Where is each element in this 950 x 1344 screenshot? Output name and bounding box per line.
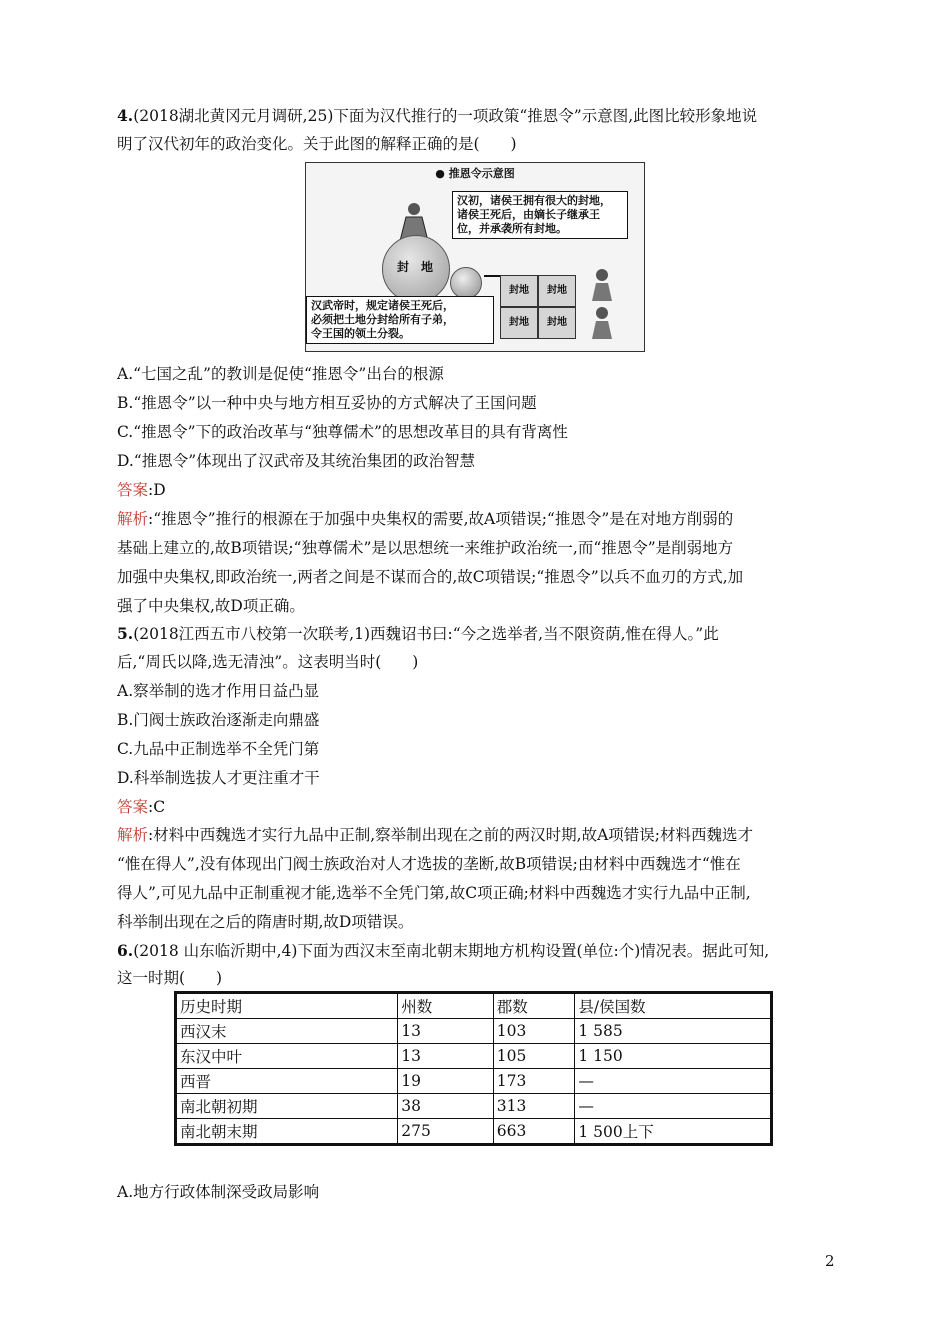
q6-stem-text1: (2018 山东临沂期中,4)下面为西汉末至南北朝末期地方机构设置(单位:个)情况表。据此可知,: [133, 942, 770, 960]
q4-analysis-line3: 加强中央集权,即政治统一,两者之间是不谋而合的,故C项错误;“推恩令”以兵不血刃的方式,加: [117, 568, 744, 586]
q4-analysis-line2: 基础上建立的,故B项错误;“独尊儒术”是以思想统一来维护政治统一,而“推恩令”是削弱地方: [117, 539, 734, 557]
caption-line: 位，并承袭所有封地。: [457, 222, 567, 235]
table-cell: 东汉中叶: [176, 1044, 398, 1069]
fief-char: 封: [397, 260, 410, 274]
table-row: [176, 1044, 772, 1069]
figure-title: ● 推恩令示意图: [435, 167, 515, 180]
q4-stem-line1: [117, 106, 757, 126]
answer-value: :D: [148, 481, 166, 499]
table-header: 郡数: [493, 993, 575, 1019]
q5-option-b: B.门阀士族政治逐渐走向鼎盛: [117, 711, 320, 729]
q4-analysis-line1: [117, 509, 733, 529]
table-cell: 南北朝末期: [176, 1119, 398, 1145]
q4-stem-line2: 明了汉代初年的政治变化。关于此图的解释正确的是( ): [117, 135, 517, 153]
fief-quadrant: 封地: [500, 307, 538, 339]
q5-option-a: A.察举制的选才作用日益凸显: [117, 682, 320, 700]
analysis-text: :材料中西魏选才实行九品中正制,察举制出现在之前的两汉时期,故A项错误;材料西魏选才: [148, 826, 754, 844]
table-cell: 38: [398, 1094, 493, 1119]
fief-char: 地: [421, 260, 434, 274]
q4-number: 4.: [117, 106, 134, 125]
large-fief-circle: [382, 235, 450, 303]
q5-analysis-line4: 科举制出现在之后的隋唐时期,故D项错误。: [117, 913, 414, 931]
caption-line: 令王国的领土分裂。: [311, 327, 410, 340]
table-cell: —: [575, 1069, 772, 1094]
table-header: 历史时期: [176, 993, 398, 1019]
table-cell: 313: [493, 1094, 575, 1119]
caption-line: 诸侯王死后，由嫡长子继承王: [457, 208, 600, 221]
q4-answer: [117, 480, 166, 500]
q4-option-c: C.“推恩令”下的政治改革与“独尊儒术”的思想改革目的具有背离性: [117, 423, 568, 441]
table-cell: 275: [398, 1119, 493, 1145]
q5-analysis-line2: “惟在得人”,没有体现出门阀士族政治对人才选拔的垄断,故B项错误;由材料中西魏选才“惟在: [117, 855, 741, 873]
small-ball-icon: [450, 267, 482, 299]
page-number: 2: [825, 1252, 835, 1270]
table-cell: 105: [493, 1044, 575, 1069]
table-header: 州数: [398, 993, 493, 1019]
q5-stem-line1: [117, 624, 719, 644]
caption-line: 汉初，诸侯王拥有很大的封地，: [457, 194, 611, 207]
answer-label: 答案: [117, 798, 149, 816]
table-header: 县/侯国数: [575, 993, 772, 1019]
q5-number: 5.: [117, 624, 134, 643]
sons-figures-icon: [582, 267, 622, 343]
table-cell: 13: [398, 1044, 493, 1069]
q6-number: 6.: [117, 941, 134, 960]
table-cell: 南北朝初期: [176, 1094, 398, 1119]
q6-option-a: A.地方行政体制深受政局影响: [117, 1183, 320, 1201]
q5-stem-line2: 后,“周氏以降,选无清浊”。这表明当时( ): [117, 653, 419, 671]
table-row: [176, 1069, 772, 1094]
table-cell: 1 585: [575, 1019, 772, 1044]
figure-caption-wudi: [306, 296, 494, 344]
table-cell: —: [575, 1094, 772, 1119]
tuienling-diagram: [305, 162, 645, 352]
table-row: [176, 1094, 772, 1119]
table-cell: 西汉末: [176, 1019, 398, 1044]
q5-answer: [117, 797, 165, 817]
fief-quadrant: 封地: [500, 275, 538, 307]
table-row: [176, 1119, 772, 1145]
analysis-text: :“推恩令”推行的根源在于加强中央集权的需要,故A项错误;“推恩令”是在对地方削弱的: [148, 510, 734, 528]
q5-analysis-line3: 得人”,可见九品中正制重视才能,选举不全凭门第,故C项正确;材料中西魏选才实行九品中正制,: [117, 884, 751, 902]
q4-option-a: A.“七国之乱”的教训是促使“推恩令”出台的根源: [117, 365, 444, 383]
q6-stem-line2: 这一时期( ): [117, 969, 223, 987]
table-cell: 173: [493, 1069, 575, 1094]
answer-value: :C: [148, 798, 166, 816]
table-cell: 663: [493, 1119, 575, 1145]
table-cell: 西晋: [176, 1069, 398, 1094]
q5-option-c: C.九品中正制选举不全凭门第: [117, 740, 320, 758]
answer-label: 答案: [117, 481, 149, 499]
q4-option-b: B.“推恩令”以一种中央与地方相互妥协的方式解决了王国问题: [117, 394, 537, 412]
q6-stem-line1: [117, 941, 769, 961]
caption-line: 汉武帝时，规定诸侯王死后，: [311, 299, 454, 312]
analysis-label: 解析: [117, 826, 149, 844]
table-header-row: [176, 993, 772, 1019]
table-cell: 1 150: [575, 1044, 772, 1069]
figure-caption-early-han: [452, 191, 628, 239]
q4-analysis-line4: 强了中央集权,故D项正确。: [117, 597, 305, 615]
table-cell: 103: [493, 1019, 575, 1044]
q4-stem-text1: (2018湖北黄冈元月调研,25)下面为汉代推行的一项政策“推恩令”示意图,此图比较形象地说: [133, 107, 758, 125]
fief-quadrant: 封地: [538, 307, 576, 339]
table-cell: 13: [398, 1019, 493, 1044]
local-institutions-table: [174, 991, 773, 1146]
q5-stem-text1: (2018江西五市八校第一次联考,1)西魏诏书曰:“今之选举者,当不限资荫,惟在得人。”此: [133, 625, 719, 643]
table-cell: 1 500上下: [575, 1119, 772, 1145]
fief-quadrant: 封地: [538, 275, 576, 307]
table-cell: 19: [398, 1069, 493, 1094]
table-row: [176, 1019, 772, 1044]
caption-line: 必须把土地分封给所有子弟，: [311, 313, 454, 326]
q5-option-d: D.科举制选拔人才更注重才干: [117, 769, 320, 787]
q4-option-d: D.“推恩令”体现出了汉武帝及其统治集团的政治智慧: [117, 452, 476, 470]
analysis-label: 解析: [117, 510, 149, 528]
q5-analysis-line1: [117, 825, 753, 845]
